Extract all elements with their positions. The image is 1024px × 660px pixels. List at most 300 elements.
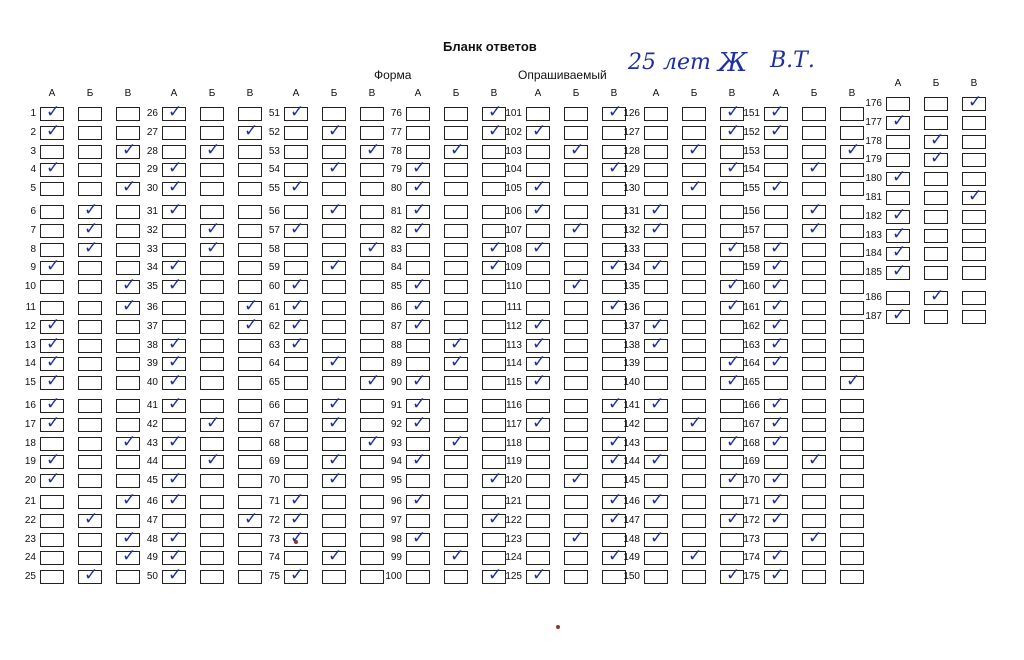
answer-checkbox[interactable]: [564, 570, 588, 584]
answer-checkbox[interactable]: [962, 135, 986, 149]
answer-checkbox[interactable]: [644, 301, 668, 315]
answer-checkbox[interactable]: [886, 135, 910, 149]
answer-checkbox[interactable]: [284, 320, 308, 334]
answer-checkbox[interactable]: [526, 514, 550, 528]
answer-checkbox[interactable]: [406, 163, 430, 177]
answer-checkbox[interactable]: [564, 357, 588, 371]
answer-checkbox[interactable]: [886, 291, 910, 305]
answer-checkbox[interactable]: [406, 376, 430, 390]
answer-checkbox[interactable]: [322, 533, 346, 547]
answer-checkbox[interactable]: [924, 153, 948, 167]
answer-checkbox[interactable]: [764, 301, 788, 315]
answer-checkbox[interactable]: [200, 243, 224, 257]
answer-checkbox[interactable]: [764, 145, 788, 159]
answer-checkbox[interactable]: [802, 495, 826, 509]
answer-checkbox[interactable]: [406, 570, 430, 584]
answer-checkbox[interactable]: [526, 474, 550, 488]
answer-checkbox[interactable]: [644, 320, 668, 334]
answer-checkbox[interactable]: [526, 320, 550, 334]
answer-checkbox[interactable]: [444, 224, 468, 238]
answer-checkbox[interactable]: [802, 243, 826, 257]
answer-checkbox[interactable]: [78, 280, 102, 294]
answer-checkbox[interactable]: [406, 320, 430, 334]
answer-checkbox[interactable]: [682, 551, 706, 565]
answer-checkbox[interactable]: [840, 474, 864, 488]
answer-checkbox[interactable]: [802, 376, 826, 390]
answer-checkbox[interactable]: [840, 455, 864, 469]
answer-checkbox[interactable]: [200, 182, 224, 196]
answer-checkbox[interactable]: [200, 205, 224, 219]
answer-checkbox[interactable]: [802, 145, 826, 159]
answer-checkbox[interactable]: [644, 437, 668, 451]
answer-checkbox[interactable]: [644, 261, 668, 275]
answer-checkbox[interactable]: [886, 266, 910, 280]
answer-checkbox[interactable]: [886, 310, 910, 324]
answer-checkbox[interactable]: [162, 357, 186, 371]
answer-checkbox[interactable]: [564, 224, 588, 238]
answer-checkbox[interactable]: [644, 533, 668, 547]
answer-checkbox[interactable]: [40, 399, 64, 413]
answer-checkbox[interactable]: [526, 376, 550, 390]
answer-checkbox[interactable]: [162, 495, 186, 509]
answer-checkbox[interactable]: [444, 280, 468, 294]
answer-checkbox[interactable]: [682, 455, 706, 469]
answer-checkbox[interactable]: [78, 437, 102, 451]
answer-checkbox[interactable]: [802, 437, 826, 451]
answer-checkbox[interactable]: [644, 514, 668, 528]
answer-checkbox[interactable]: [406, 357, 430, 371]
answer-checkbox[interactable]: [406, 514, 430, 528]
answer-checkbox[interactable]: [526, 182, 550, 196]
answer-checkbox[interactable]: [406, 301, 430, 315]
answer-checkbox[interactable]: [40, 551, 64, 565]
answer-checkbox[interactable]: [886, 210, 910, 224]
answer-checkbox[interactable]: [564, 495, 588, 509]
answer-checkbox[interactable]: [764, 376, 788, 390]
answer-checkbox[interactable]: [444, 570, 468, 584]
answer-checkbox[interactable]: [40, 320, 64, 334]
answer-checkbox[interactable]: [764, 280, 788, 294]
answer-checkbox[interactable]: [802, 126, 826, 140]
answer-checkbox[interactable]: [764, 261, 788, 275]
answer-checkbox[interactable]: [284, 357, 308, 371]
answer-checkbox[interactable]: [644, 357, 668, 371]
answer-checkbox[interactable]: [284, 205, 308, 219]
answer-checkbox[interactable]: [564, 261, 588, 275]
answer-checkbox[interactable]: [886, 153, 910, 167]
answer-checkbox[interactable]: [78, 224, 102, 238]
answer-checkbox[interactable]: [162, 280, 186, 294]
answer-checkbox[interactable]: [526, 261, 550, 275]
answer-checkbox[interactable]: [78, 339, 102, 353]
answer-checkbox[interactable]: [802, 205, 826, 219]
answer-checkbox[interactable]: [322, 570, 346, 584]
answer-checkbox[interactable]: [924, 291, 948, 305]
answer-checkbox[interactable]: [526, 551, 550, 565]
answer-checkbox[interactable]: [526, 495, 550, 509]
answer-checkbox[interactable]: [200, 376, 224, 390]
answer-checkbox[interactable]: [162, 376, 186, 390]
answer-checkbox[interactable]: [406, 280, 430, 294]
answer-checkbox[interactable]: [644, 455, 668, 469]
answer-checkbox[interactable]: [840, 551, 864, 565]
answer-checkbox[interactable]: [40, 205, 64, 219]
answer-checkbox[interactable]: [764, 474, 788, 488]
answer-checkbox[interactable]: [78, 474, 102, 488]
answer-checkbox[interactable]: [78, 495, 102, 509]
answer-checkbox[interactable]: [444, 551, 468, 565]
answer-checkbox[interactable]: [322, 551, 346, 565]
answer-checkbox[interactable]: [526, 163, 550, 177]
answer-checkbox[interactable]: [644, 163, 668, 177]
answer-checkbox[interactable]: [444, 243, 468, 257]
answer-checkbox[interactable]: [40, 126, 64, 140]
answer-checkbox[interactable]: [406, 418, 430, 432]
answer-checkbox[interactable]: [284, 437, 308, 451]
answer-checkbox[interactable]: [802, 163, 826, 177]
answer-checkbox[interactable]: [322, 301, 346, 315]
answer-checkbox[interactable]: [200, 280, 224, 294]
answer-checkbox[interactable]: [764, 399, 788, 413]
answer-checkbox[interactable]: [322, 455, 346, 469]
answer-checkbox[interactable]: [284, 495, 308, 509]
answer-checkbox[interactable]: [284, 399, 308, 413]
answer-checkbox[interactable]: [802, 474, 826, 488]
answer-checkbox[interactable]: [802, 320, 826, 334]
answer-checkbox[interactable]: [406, 243, 430, 257]
answer-checkbox[interactable]: [924, 229, 948, 243]
answer-checkbox[interactable]: [526, 570, 550, 584]
answer-checkbox[interactable]: [162, 551, 186, 565]
answer-checkbox[interactable]: [802, 301, 826, 315]
answer-checkbox[interactable]: [802, 514, 826, 528]
answer-checkbox[interactable]: [284, 224, 308, 238]
answer-checkbox[interactable]: [284, 163, 308, 177]
answer-checkbox[interactable]: [406, 339, 430, 353]
answer-checkbox[interactable]: [962, 291, 986, 305]
answer-checkbox[interactable]: [644, 551, 668, 565]
answer-checkbox[interactable]: [322, 514, 346, 528]
answer-checkbox[interactable]: [802, 224, 826, 238]
answer-checkbox[interactable]: [564, 182, 588, 196]
answer-checkbox[interactable]: [802, 551, 826, 565]
answer-checkbox[interactable]: [564, 551, 588, 565]
answer-checkbox[interactable]: [764, 320, 788, 334]
answer-checkbox[interactable]: [564, 514, 588, 528]
answer-checkbox[interactable]: [764, 551, 788, 565]
answer-checkbox[interactable]: [802, 533, 826, 547]
answer-checkbox[interactable]: [840, 418, 864, 432]
answer-checkbox[interactable]: [40, 224, 64, 238]
answer-checkbox[interactable]: [526, 107, 550, 121]
answer-checkbox[interactable]: [40, 163, 64, 177]
answer-checkbox[interactable]: [840, 514, 864, 528]
answer-checkbox[interactable]: [764, 224, 788, 238]
answer-checkbox[interactable]: [644, 474, 668, 488]
answer-checkbox[interactable]: [322, 357, 346, 371]
answer-checkbox[interactable]: [322, 163, 346, 177]
answer-checkbox[interactable]: [200, 163, 224, 177]
answer-checkbox[interactable]: [40, 437, 64, 451]
answer-checkbox[interactable]: [644, 570, 668, 584]
answer-checkbox[interactable]: [682, 418, 706, 432]
answer-checkbox[interactable]: [644, 107, 668, 121]
answer-checkbox[interactable]: [644, 145, 668, 159]
answer-checkbox[interactable]: [682, 301, 706, 315]
answer-checkbox[interactable]: [802, 107, 826, 121]
answer-checkbox[interactable]: [924, 266, 948, 280]
answer-checkbox[interactable]: [284, 551, 308, 565]
answer-checkbox[interactable]: [924, 210, 948, 224]
answer-checkbox[interactable]: [682, 145, 706, 159]
answer-checkbox[interactable]: [406, 182, 430, 196]
answer-checkbox[interactable]: [564, 455, 588, 469]
answer-checkbox[interactable]: [840, 399, 864, 413]
answer-checkbox[interactable]: [78, 243, 102, 257]
answer-checkbox[interactable]: [200, 126, 224, 140]
answer-checkbox[interactable]: [78, 357, 102, 371]
answer-checkbox[interactable]: [444, 301, 468, 315]
answer-checkbox[interactable]: [564, 418, 588, 432]
answer-checkbox[interactable]: [162, 301, 186, 315]
answer-checkbox[interactable]: [406, 205, 430, 219]
answer-checkbox[interactable]: [322, 418, 346, 432]
answer-checkbox[interactable]: [406, 261, 430, 275]
answer-checkbox[interactable]: [200, 339, 224, 353]
answer-checkbox[interactable]: [284, 280, 308, 294]
answer-checkbox[interactable]: [284, 126, 308, 140]
answer-checkbox[interactable]: [40, 570, 64, 584]
answer-checkbox[interactable]: [924, 310, 948, 324]
answer-checkbox[interactable]: [444, 182, 468, 196]
answer-checkbox[interactable]: [644, 243, 668, 257]
answer-checkbox[interactable]: [162, 455, 186, 469]
answer-checkbox[interactable]: [526, 301, 550, 315]
answer-checkbox[interactable]: [200, 437, 224, 451]
answer-checkbox[interactable]: [406, 224, 430, 238]
answer-checkbox[interactable]: [962, 229, 986, 243]
answer-checkbox[interactable]: [644, 280, 668, 294]
answer-checkbox[interactable]: [764, 126, 788, 140]
answer-checkbox[interactable]: [444, 533, 468, 547]
answer-checkbox[interactable]: [284, 145, 308, 159]
answer-checkbox[interactable]: [322, 495, 346, 509]
answer-checkbox[interactable]: [162, 570, 186, 584]
answer-checkbox[interactable]: [78, 455, 102, 469]
answer-checkbox[interactable]: [526, 280, 550, 294]
answer-checkbox[interactable]: [644, 495, 668, 509]
answer-checkbox[interactable]: [924, 191, 948, 205]
answer-checkbox[interactable]: [200, 301, 224, 315]
answer-checkbox[interactable]: [322, 182, 346, 196]
answer-checkbox[interactable]: [40, 514, 64, 528]
answer-checkbox[interactable]: [682, 163, 706, 177]
answer-checkbox[interactable]: [406, 533, 430, 547]
answer-checkbox[interactable]: [764, 418, 788, 432]
answer-checkbox[interactable]: [40, 107, 64, 121]
answer-checkbox[interactable]: [322, 243, 346, 257]
answer-checkbox[interactable]: [682, 280, 706, 294]
answer-checkbox[interactable]: [564, 376, 588, 390]
answer-checkbox[interactable]: [764, 533, 788, 547]
answer-checkbox[interactable]: [682, 243, 706, 257]
answer-checkbox[interactable]: [78, 261, 102, 275]
answer-checkbox[interactable]: [40, 474, 64, 488]
answer-checkbox[interactable]: [526, 339, 550, 353]
answer-checkbox[interactable]: [840, 339, 864, 353]
answer-checkbox[interactable]: [444, 455, 468, 469]
answer-checkbox[interactable]: [802, 182, 826, 196]
answer-checkbox[interactable]: [200, 107, 224, 121]
answer-checkbox[interactable]: [962, 191, 986, 205]
answer-checkbox[interactable]: [322, 224, 346, 238]
answer-checkbox[interactable]: [444, 474, 468, 488]
answer-checkbox[interactable]: [802, 455, 826, 469]
answer-checkbox[interactable]: [924, 97, 948, 111]
answer-checkbox[interactable]: [200, 533, 224, 547]
answer-checkbox[interactable]: [682, 376, 706, 390]
answer-checkbox[interactable]: [682, 107, 706, 121]
answer-checkbox[interactable]: [284, 243, 308, 257]
answer-checkbox[interactable]: [526, 437, 550, 451]
answer-checkbox[interactable]: [840, 570, 864, 584]
answer-checkbox[interactable]: [200, 261, 224, 275]
answer-checkbox[interactable]: [764, 339, 788, 353]
answer-checkbox[interactable]: [284, 376, 308, 390]
answer-checkbox[interactable]: [162, 399, 186, 413]
answer-checkbox[interactable]: [802, 570, 826, 584]
answer-checkbox[interactable]: [200, 455, 224, 469]
answer-checkbox[interactable]: [162, 145, 186, 159]
answer-checkbox[interactable]: [40, 243, 64, 257]
answer-checkbox[interactable]: [162, 163, 186, 177]
answer-checkbox[interactable]: [78, 570, 102, 584]
answer-checkbox[interactable]: [322, 280, 346, 294]
answer-checkbox[interactable]: [200, 357, 224, 371]
answer-checkbox[interactable]: [284, 301, 308, 315]
answer-checkbox[interactable]: [406, 495, 430, 509]
answer-checkbox[interactable]: [962, 172, 986, 186]
answer-checkbox[interactable]: [200, 495, 224, 509]
answer-checkbox[interactable]: [764, 163, 788, 177]
answer-checkbox[interactable]: [444, 399, 468, 413]
answer-checkbox[interactable]: [802, 418, 826, 432]
answer-checkbox[interactable]: [444, 261, 468, 275]
answer-checkbox[interactable]: [444, 163, 468, 177]
answer-checkbox[interactable]: [78, 551, 102, 565]
answer-checkbox[interactable]: [78, 514, 102, 528]
answer-checkbox[interactable]: [78, 107, 102, 121]
answer-checkbox[interactable]: [162, 107, 186, 121]
answer-checkbox[interactable]: [444, 145, 468, 159]
answer-checkbox[interactable]: [322, 145, 346, 159]
answer-checkbox[interactable]: [962, 247, 986, 261]
answer-checkbox[interactable]: [200, 474, 224, 488]
answer-checkbox[interactable]: [40, 357, 64, 371]
answer-checkbox[interactable]: [78, 533, 102, 547]
answer-checkbox[interactable]: [162, 261, 186, 275]
answer-checkbox[interactable]: [564, 280, 588, 294]
answer-checkbox[interactable]: [444, 437, 468, 451]
answer-checkbox[interactable]: [162, 474, 186, 488]
answer-checkbox[interactable]: [78, 301, 102, 315]
answer-checkbox[interactable]: [644, 205, 668, 219]
answer-checkbox[interactable]: [406, 145, 430, 159]
answer-checkbox[interactable]: [924, 247, 948, 261]
answer-checkbox[interactable]: [564, 126, 588, 140]
answer-checkbox[interactable]: [40, 182, 64, 196]
answer-checkbox[interactable]: [564, 399, 588, 413]
answer-checkbox[interactable]: [682, 474, 706, 488]
answer-checkbox[interactable]: [406, 126, 430, 140]
answer-checkbox[interactable]: [40, 533, 64, 547]
answer-checkbox[interactable]: [764, 570, 788, 584]
answer-checkbox[interactable]: [764, 514, 788, 528]
answer-checkbox[interactable]: [284, 339, 308, 353]
answer-checkbox[interactable]: [40, 261, 64, 275]
answer-checkbox[interactable]: [406, 551, 430, 565]
answer-checkbox[interactable]: [682, 205, 706, 219]
answer-checkbox[interactable]: [886, 247, 910, 261]
answer-checkbox[interactable]: [200, 514, 224, 528]
answer-checkbox[interactable]: [406, 437, 430, 451]
answer-checkbox[interactable]: [526, 224, 550, 238]
answer-checkbox[interactable]: [40, 376, 64, 390]
answer-checkbox[interactable]: [444, 514, 468, 528]
answer-checkbox[interactable]: [162, 339, 186, 353]
answer-checkbox[interactable]: [406, 474, 430, 488]
answer-checkbox[interactable]: [78, 320, 102, 334]
answer-checkbox[interactable]: [78, 126, 102, 140]
answer-checkbox[interactable]: [78, 376, 102, 390]
answer-checkbox[interactable]: [526, 357, 550, 371]
answer-checkbox[interactable]: [962, 266, 986, 280]
answer-checkbox[interactable]: [682, 339, 706, 353]
answer-checkbox[interactable]: [682, 437, 706, 451]
answer-checkbox[interactable]: [682, 570, 706, 584]
answer-checkbox[interactable]: [682, 495, 706, 509]
answer-checkbox[interactable]: [924, 172, 948, 186]
answer-checkbox[interactable]: [322, 399, 346, 413]
answer-checkbox[interactable]: [200, 551, 224, 565]
answer-checkbox[interactable]: [564, 339, 588, 353]
answer-checkbox[interactable]: [764, 357, 788, 371]
answer-checkbox[interactable]: [526, 145, 550, 159]
answer-checkbox[interactable]: [40, 495, 64, 509]
answer-checkbox[interactable]: [644, 399, 668, 413]
answer-checkbox[interactable]: [284, 570, 308, 584]
answer-checkbox[interactable]: [764, 455, 788, 469]
answer-checkbox[interactable]: [764, 205, 788, 219]
answer-checkbox[interactable]: [78, 399, 102, 413]
answer-checkbox[interactable]: [840, 533, 864, 547]
answer-checkbox[interactable]: [444, 418, 468, 432]
answer-checkbox[interactable]: [200, 570, 224, 584]
answer-checkbox[interactable]: [162, 126, 186, 140]
answer-checkbox[interactable]: [526, 126, 550, 140]
answer-checkbox[interactable]: [802, 399, 826, 413]
answer-checkbox[interactable]: [682, 514, 706, 528]
answer-checkbox[interactable]: [322, 320, 346, 334]
answer-checkbox[interactable]: [644, 126, 668, 140]
answer-checkbox[interactable]: [78, 205, 102, 219]
answer-checkbox[interactable]: [162, 243, 186, 257]
answer-checkbox[interactable]: [764, 107, 788, 121]
answer-checkbox[interactable]: [444, 357, 468, 371]
answer-checkbox[interactable]: [200, 418, 224, 432]
answer-checkbox[interactable]: [564, 533, 588, 547]
answer-checkbox[interactable]: [444, 339, 468, 353]
